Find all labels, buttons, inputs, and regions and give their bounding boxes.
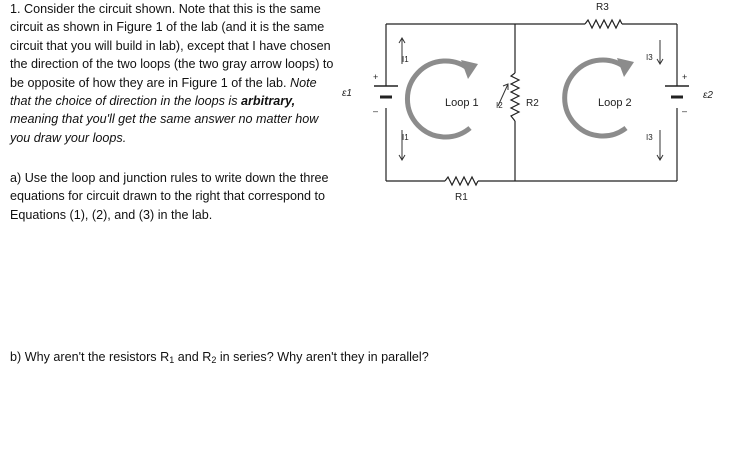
emf2-plus: +: [682, 72, 688, 82]
question-1-text: [10, 0, 340, 147]
arbitrary-emphasis: arbitrary,: [241, 94, 296, 109]
r3-label: R3: [596, 2, 609, 13]
emf1-label: ε1: [342, 88, 352, 99]
i3-bottom-label: I3: [646, 133, 653, 142]
circuit-diagram: [330, 0, 741, 210]
emf1-minus: –: [373, 106, 379, 116]
part-b-text: b) Why aren't the resistors $R_1$ and $R_2$ in series? Why aren't they in parallel?: [10, 350, 429, 365]
i3-top-arrow: [657, 40, 663, 64]
loop-2-label: Loop 2: [598, 97, 632, 109]
question-1-intro: 1. Consider the circuit shown. Note that this is the same circuit as shown in Figure 1 of the lab (and it is the same circuit that you will build in lab), except that I have chosen the direction of the two loops (the two gray arrow loops) to be opposite of how they are in Figure 1 of the lab.: [10, 2, 334, 90]
r3-resistor: [585, 20, 622, 28]
i2-label: I2: [496, 101, 503, 110]
question-1-note: Note that the choice of direction in the loops is arbitrary, meaning that you'll get the same answer no matter how you draw your loops.: [10, 75, 319, 145]
r2-resistor: [511, 73, 519, 121]
i3-top-label: I3: [646, 53, 653, 62]
loop-2-arrowhead: [617, 58, 634, 77]
i1-bottom-label: I1: [402, 133, 409, 142]
emf2-minus: –: [682, 106, 688, 116]
r2-label: R2: [526, 98, 539, 109]
i3-bottom-arrow: [657, 130, 663, 160]
part-a-text: a) Use the loop and junction rules to write down the three equations for circuit drawn to the right that correspond to Equations (1), (2), and (3) in the lab.: [10, 171, 329, 222]
battery-emf1: [374, 86, 398, 108]
loop-1-label: Loop 1: [445, 97, 479, 109]
i1-top-label: I1: [402, 55, 409, 64]
r1-resistor: [445, 177, 478, 185]
emf2-label: ε2: [703, 90, 713, 101]
r1-label: R1: [455, 192, 468, 203]
loop-1-arrowhead: [461, 60, 478, 79]
battery-emf2: [665, 86, 689, 97]
emf1-plus: +: [373, 72, 379, 82]
